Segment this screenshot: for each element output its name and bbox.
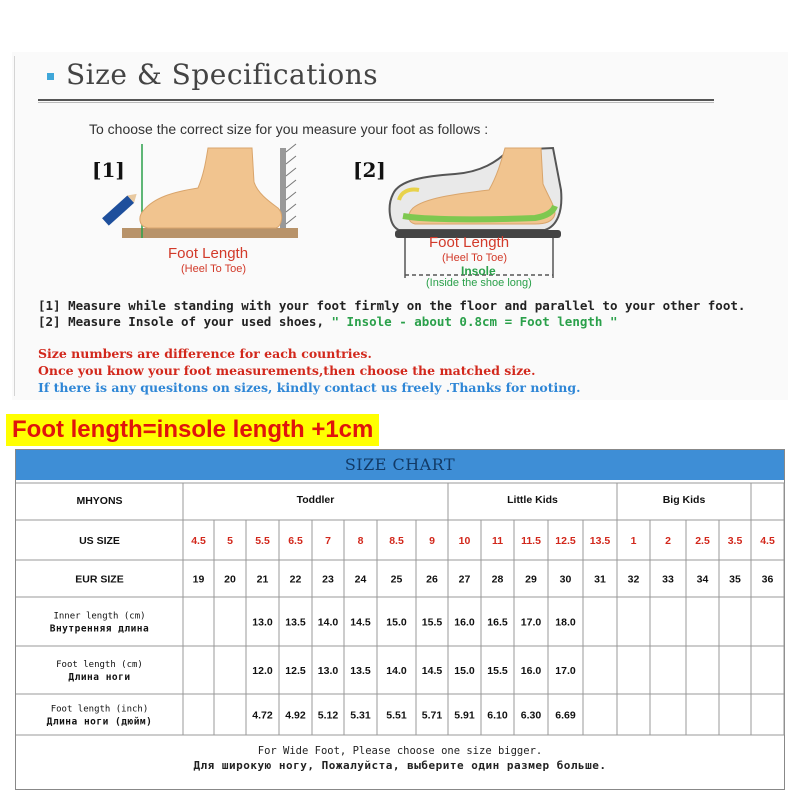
group-header-cell: Little Kids xyxy=(507,494,558,506)
size-value-cell: 16.5 xyxy=(487,616,508,629)
size-value-cell: 14.5 xyxy=(350,616,371,629)
size-value-cell: 11 xyxy=(491,535,504,547)
size-value-cell: 5.91 xyxy=(454,709,475,722)
size-value-cell: 13.5 xyxy=(285,616,306,629)
page-title: Size & Specifications xyxy=(66,58,379,91)
note-size-differences: Size numbers are difference for each countries. xyxy=(38,346,372,361)
row-label-cell: Foot length (cm) xyxy=(56,660,143,670)
group-header-cell: Big Kids xyxy=(662,494,706,506)
size-value-cell: 20 xyxy=(224,573,236,586)
size-value-cell: 30 xyxy=(559,573,572,586)
instruction-2-text: [2] Measure Insole of your used shoes, xyxy=(38,314,332,329)
size-value-cell: 6.69 xyxy=(555,709,576,722)
figure-2-foot-length-label: Foot Length xyxy=(429,234,510,251)
size-value-cell: 19 xyxy=(192,573,205,586)
size-value-cell: 15.0 xyxy=(386,616,407,629)
measure-intro: To choose the correct size for you measure your foot as follows : xyxy=(89,121,489,137)
size-value-cell: 14.0 xyxy=(386,665,407,677)
row-label-cell: Inner length (cm) xyxy=(53,611,146,622)
size-value-cell: 10 xyxy=(458,535,471,547)
size-value-cell: 13.5 xyxy=(589,535,611,547)
size-value-cell: 23 xyxy=(322,573,334,586)
figure-2-insole-sub: (Inside the shoe long) xyxy=(426,277,532,289)
size-value-cell: 36 xyxy=(761,573,774,586)
size-value-cell: 6.30 xyxy=(520,709,542,722)
size-value-cell: 16.0 xyxy=(454,616,475,629)
size-value-cell: 3.5 xyxy=(727,535,743,547)
size-value-cell: 11.5 xyxy=(521,535,541,547)
size-value-cell: 35 xyxy=(729,573,741,586)
size-value-cell: 4.5 xyxy=(191,535,206,547)
size-value-cell: 25 xyxy=(390,573,403,586)
size-value-cell: 13.0 xyxy=(317,665,339,677)
instruction-2-highlight: " Insole - about 0.8cm = Foot length " xyxy=(331,314,618,329)
size-value-cell: 13.0 xyxy=(252,616,273,629)
size-value-cell: 4.92 xyxy=(285,709,306,722)
size-value-cell: 4.5 xyxy=(760,535,775,547)
size-value-cell: 13.5 xyxy=(350,665,371,677)
insole-rule-banner: Foot length=insole length +1cm xyxy=(6,414,379,446)
size-value-cell: 33 xyxy=(662,573,674,586)
size-value-cell: 15.5 xyxy=(487,665,508,677)
size-value-cell: 21 xyxy=(256,573,269,586)
figure-2-number: [2] xyxy=(353,158,386,182)
row-label-russian-cell: Длина ноги (дюйм) xyxy=(46,716,153,728)
figure-1-number: [1] xyxy=(92,158,125,182)
size-value-cell: 34 xyxy=(696,573,709,586)
size-value-cell: 27 xyxy=(458,573,471,586)
size-value-cell: 17.0 xyxy=(555,665,576,677)
size-value-cell: 14.0 xyxy=(317,616,339,629)
size-value-cell: 6.10 xyxy=(487,709,508,722)
size-value-cell: 5.31 xyxy=(350,709,371,722)
brand-label-cell: MHYONS xyxy=(76,495,123,507)
size-value-cell: 31 xyxy=(594,573,606,586)
size-value-cell: 6.5 xyxy=(288,535,303,547)
size-value-cell: 32 xyxy=(627,573,640,586)
size-value-cell: 28 xyxy=(491,573,504,586)
instruction-1: [1] Measure while standing with your foot firmly on the floor and parallel to your other foot. xyxy=(38,298,746,313)
size-value-cell: 5.51 xyxy=(386,709,407,722)
figure-2-heel-to-toe: (Heel To Toe) xyxy=(442,252,508,264)
size-value-cell: 29 xyxy=(525,573,537,586)
size-value-cell: 12.5 xyxy=(555,535,576,547)
size-value-cell: 8 xyxy=(357,535,364,547)
size-value-cell: 2 xyxy=(665,535,671,547)
size-value-cell: 15.5 xyxy=(421,616,443,629)
row-label-cell: Foot length (inch) xyxy=(50,704,149,715)
size-value-cell: 15.0 xyxy=(454,665,475,677)
size-value-cell: 12.0 xyxy=(252,665,273,677)
size-value-cell: 22 xyxy=(289,573,302,586)
row-label-russian-cell: Длина ноги xyxy=(68,672,131,683)
size-value-cell: 2.5 xyxy=(695,535,710,547)
size-value-cell: 16.0 xyxy=(520,665,542,677)
figure-1-foot-length-label: Foot Length xyxy=(168,245,249,262)
size-value-cell: 9 xyxy=(429,535,435,547)
size-value-cell: 18.0 xyxy=(555,616,576,629)
size-value-cell: 7 xyxy=(325,535,331,547)
figure-1-heel-to-toe: (Heel To Toe) xyxy=(181,263,247,275)
row-label-russian-cell: Внутренняя длина xyxy=(49,623,150,635)
size-value-cell: 14.5 xyxy=(421,665,443,677)
size-chart-title: SIZE CHART xyxy=(344,455,456,474)
size-value-cell: 12.5 xyxy=(285,665,306,677)
wide-foot-note-russian: Для широкую ногу, Пожалуйста, выберите один размер больше. xyxy=(193,759,607,772)
size-value-cell: 5.5 xyxy=(255,535,270,547)
size-value-cell: 5.12 xyxy=(317,709,339,722)
note-choose-matched-size: Once you know your foot measurements,then choose the matched size. xyxy=(38,363,536,378)
row-label-cell: US SIZE xyxy=(79,535,120,547)
group-header-cell: Toddler xyxy=(296,494,335,506)
size-value-cell: 5 xyxy=(227,535,233,547)
figure-2-insole-label: Insole xyxy=(461,264,496,278)
size-value-cell: 8.5 xyxy=(389,535,404,547)
size-value-cell: 26 xyxy=(426,573,438,586)
size-value-cell: 1 xyxy=(630,535,637,547)
note-contact-us: If there is any quesitons on sizes, kindly contact us freely .Thanks for noting. xyxy=(38,380,581,395)
size-value-cell: 24 xyxy=(354,573,367,586)
size-value-cell: 5.71 xyxy=(421,709,443,722)
row-label-cell: EUR SIZE xyxy=(75,573,124,586)
wide-foot-note: For Wide Foot, Please choose one size bigger. xyxy=(257,745,543,757)
size-value-cell: 4.72 xyxy=(252,709,273,722)
size-value-cell: 17.0 xyxy=(520,616,542,629)
